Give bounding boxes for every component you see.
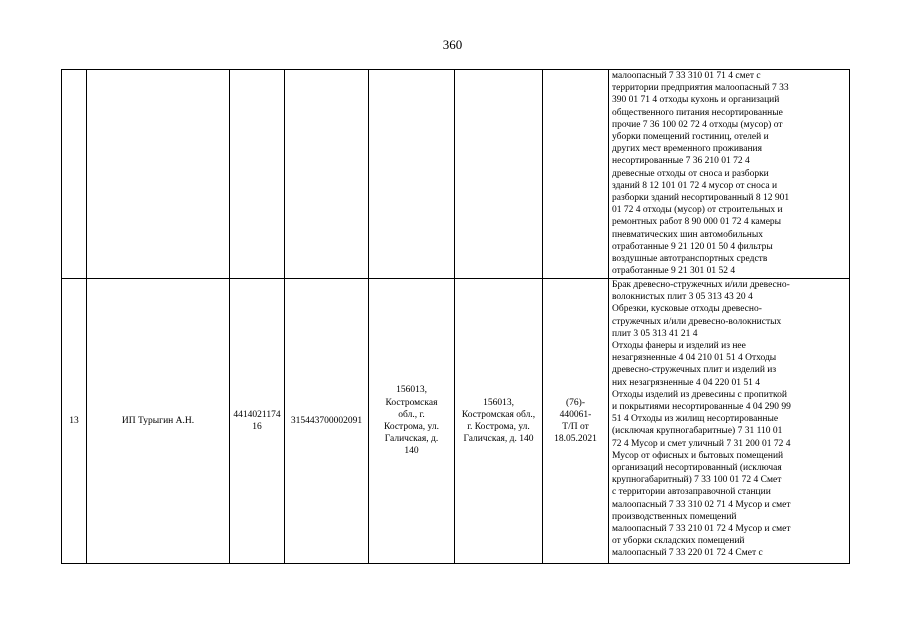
cell-actual-address <box>455 70 543 279</box>
cell-waste-types: Брак древесно-стружечных и/или древесно- волокнистых плит 3 05 313 43 20 4 Обрезки, кусковые отходы древесно- стружечных и/или древесно-волокнистых плит 3 05 313 41 21 4 Отходы фанеры и изделий из нее незагрязненные 4 04 210 01 51 4 Отходы древесно-стружечных плит и изделий из них незагрязненные 4 04 220 01 51 4 Отходы изделий из древесины с пропиткой и покрытиями несортированные 4 04 290 99 51 4 Отходы из жилищ несортированные (исключая крупногабаритные) 7 31 110 01 72 4 Мусор и смет уличный 7 31 200 01 72 4 Мусор от офисных и бытовых помещений организаций несортированный (исключая крупногабаритный) 7 33 100 01 72 4 Смет с территории автозаправочной станции малоопасный 7 33 310 02 71 4 Мусор и смет производственных помещений малоопасный 7 33 210 01 72 4 Мусор и смет от уборки складских помещений малоопасный 7 33 220 01 72 4 Смет с <box>609 279 850 564</box>
cell-actual-address: 156013, Костромская обл., г. Кострома, ул. Галичская, д. 140 <box>455 279 543 564</box>
cell-inn <box>230 70 285 279</box>
cell-license: (76)- 440061- Т/П от 18.05.2021 <box>543 279 609 564</box>
table-row <box>62 70 850 279</box>
cell-legal-address: 156013, Костромская обл., г. Кострома, ул. Галичская, д. 140 <box>369 279 455 564</box>
cell-waste-types: малоопасный 7 33 310 01 71 4 смет с территории предприятия малоопасный 7 33 390 01 71 4 отходы кухонь и организаций общественного питания несортированные прочие 7 36 100 02 72 4 отходы (мусор) от уборки помещений гостиниц, отелей и других мест временного проживания несортированные 7 36 210 01 72 4 древесные отходы от сноса и разборки зданий 8 12 101 01 72 4 мусор от сноса и разборки зданий несортированный 8 12 901 01 72 4 отходы (мусор) от строительных и ремонтных работ 8 90 000 01 72 4 камеры пневматических шин автомобильных отработанные 9 21 120 01 50 4 фильтры воздушные автотранспортных средств отработанные 9 21 301 01 52 4 <box>609 70 850 279</box>
cell-legal-address <box>369 70 455 279</box>
cell-organization-name: ИП Турыгин А.Н. <box>87 279 230 564</box>
cell-number: 13 <box>62 279 87 564</box>
cell-ogrn <box>285 70 369 279</box>
cell-number <box>62 70 87 279</box>
cell-organization-name <box>87 70 230 279</box>
table-row <box>62 279 850 564</box>
page-number: 360 <box>442 37 463 52</box>
waste-operators-table <box>61 69 850 564</box>
cell-inn: 441402117416 <box>230 279 285 564</box>
cell-license <box>543 70 609 279</box>
cell-ogrn: 315443700002091 <box>285 279 369 564</box>
